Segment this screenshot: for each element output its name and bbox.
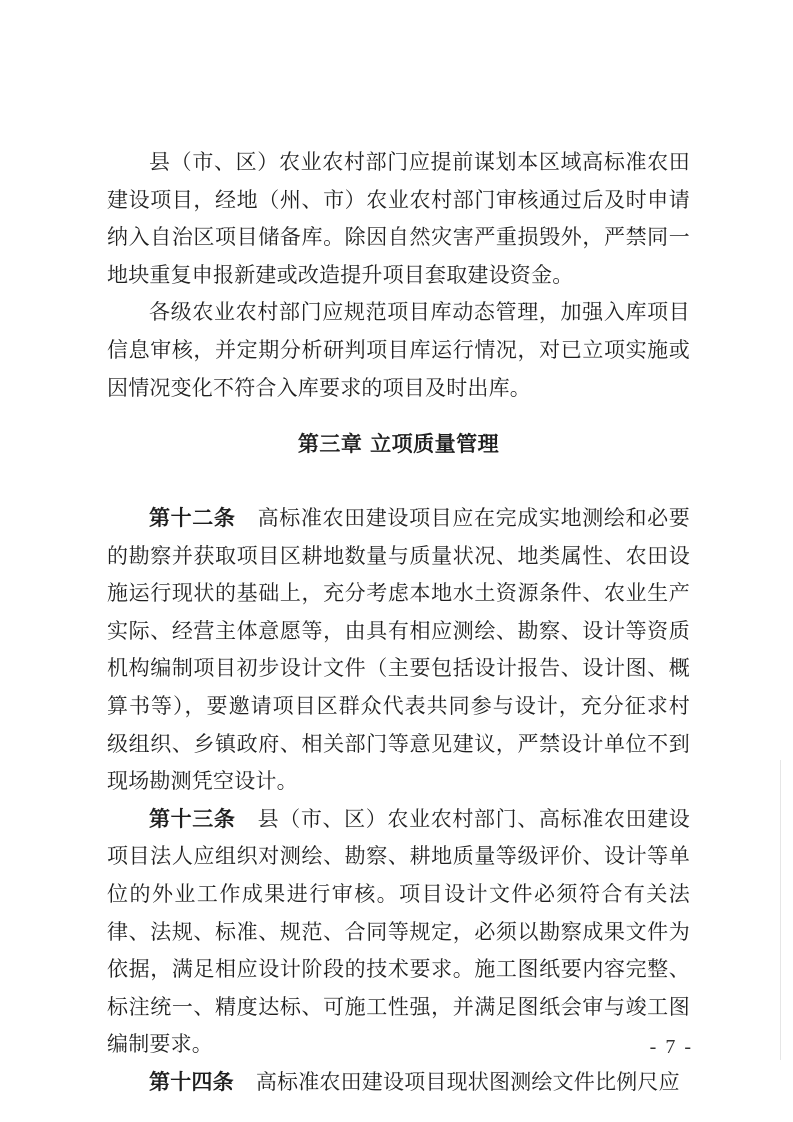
article-14 — [107, 1064, 690, 1102]
article-label: 第十三条 — [149, 806, 236, 831]
chapter-title: 第三章 立项质量管理 — [297, 432, 500, 456]
article-label: 第十四条 — [149, 1069, 234, 1094]
scan-edge-line — [780, 760, 781, 1060]
article-text: 高标准农田建设项目现状图测绘文件比例尺应 — [255, 1069, 680, 1094]
paragraph: 各级农业农村部门应规范项目库动态管理，加强入库项目信息审核，并定期分析研判项目库运行情况，对已立项实施或因情况变化不符合入库要求的项目及时出库。 — [107, 300, 690, 400]
paragraph: 县（市、区）农业农村部门应提前谋划本区域高标准农田建设项目，经地（州、市）农业农村部门审核通过后及时申请纳入自治区项目储备库。除因自然灾害严重损毁外，严禁同一地块重复申报新建或改造提升项目套取建设资金。 — [107, 150, 690, 287]
page-number: - 7 - — [649, 1036, 693, 1058]
articles-section — [107, 500, 690, 1102]
intro-section — [107, 144, 690, 407]
article-text: 县（市、区）农业农村部门、高标准农田建设项目法人应组织对测绘、勘察、耕地质量等级评价、设计等单位的外业工作成果进行审核。项目设计文件必须符合有关法律、法规、标准、规范、合同等规定，必须以勘察成果文件为依据，满足相应设计阶段的技术要求。施工图纸要内容完整、标注统一、精度达标、可施工性强，并满足图纸会审与竣工图编制要求。 — [107, 806, 690, 1057]
article-12 — [107, 500, 690, 801]
article-text: 高标准农田建设项目应在完成实地测绘和必要的勘察并获取项目区耕地数量与质量状况、地类属性、农田设施运行现状的基础上，充分考虑本地水土资源条件、农业生产实际、经营主体意愿等，由具有相应测绘、勘察、设计等资质机构编制项目初步设计文件（主要包括设计报告、设计图、概算书等），要邀请项目区群众代表共同参与设计，充分征求村级组织、乡镇政府、相关部门等意见建议，严禁设计单位不到现场勘测凭空设计。 — [107, 506, 690, 794]
article-label: 第十二条 — [149, 506, 236, 530]
article-13 — [107, 801, 690, 1064]
